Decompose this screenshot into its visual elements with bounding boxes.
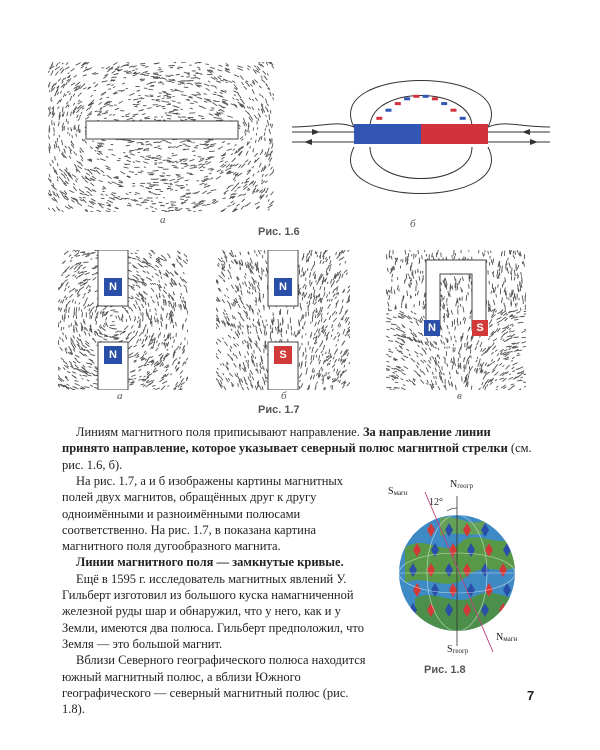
figure-1-7c-right-pole: S	[476, 322, 484, 334]
paragraph-5: Вблизи Северного географического полюса находится южный магнитный полюс, а вблизи Южного географического — северный магнитный полюс (рис. 1.8).	[62, 653, 366, 717]
figure-1-7b-letter: б	[281, 390, 287, 402]
compass-needle	[432, 97, 438, 100]
label-angle: 12°	[429, 497, 443, 508]
paragraph-2: На рис. 1.7, а и б изображены картины магнитных полей двух магнитов, обращённых друг к другу одноимёнными и разноимёнными полюсами соответственно. На рис. 1.7, в показана картина магнитного поля дугообразного магнита.	[62, 474, 344, 554]
compass-needle	[460, 117, 466, 120]
bar-magnet-filings-illustration	[48, 62, 274, 212]
figure-1-7-caption: Рис. 1.7	[258, 404, 300, 416]
figure-1-7b-top-pole: N	[279, 281, 287, 293]
paragraph-1-bold: За направление линии принято направление, которое указывает северный полюс магнитной стрелки	[62, 425, 508, 456]
figure-1-7c-left-pole: N	[428, 322, 436, 334]
compass-needle	[423, 95, 429, 98]
compass-needle	[413, 95, 419, 98]
compass-needle	[386, 109, 392, 112]
figure-1-7b-image	[216, 250, 350, 390]
figure-1-7a-top-pole: N	[109, 281, 117, 293]
figure-1-6b-letter: б	[410, 218, 416, 230]
label-s-geogr: $S_{геогр}$	[447, 644, 469, 655]
paragraph-1	[62, 424, 540, 473]
left-column-text	[62, 473, 372, 717]
compass-needle	[441, 102, 447, 105]
paragraph-3-bold: Линии магнитного поля — замкнутые кривые.	[76, 555, 344, 570]
label-s-magn: $S_{магн}$	[388, 486, 408, 497]
figure-1-7a-letter: а	[117, 390, 123, 402]
paragraph-1-tail: (см. рис. 1.6, б).	[62, 441, 532, 472]
label-n-geogr: $N_{геогр}$	[450, 479, 473, 490]
paragraph-4: Ещё в 1595 г. исследователь магнитных явлений У. Гильберт изготовил из большого куска намагниченной железной руды шар и обнаружил, что у него, как и у Земли, имеются два полюса. Гильберт предположил, что Земля — это большой магнит.	[62, 571, 364, 651]
figure-1-7a-bottom-pole: N	[109, 349, 117, 361]
magnet-south-half	[421, 124, 488, 144]
page-number: 7	[527, 688, 535, 703]
label-n-magn: $N_{магн}$	[496, 632, 518, 643]
bar-magnet-field-lines	[292, 60, 550, 220]
paragraph-1-normal: Линиям магнитного поля приписывают направление.	[76, 425, 363, 439]
magnet-north-half	[354, 124, 421, 144]
figure-1-6-caption: Рис. 1.6	[258, 226, 300, 238]
figure-1-8-caption: Рис. 1.8	[424, 664, 466, 676]
figure-1-6a-letter: а	[160, 214, 166, 226]
compass-needle	[376, 117, 382, 120]
figure-1-8-globe	[385, 478, 535, 658]
figure-1-7b-bottom-pole: S	[279, 349, 287, 361]
figure-1-6a-image	[48, 62, 274, 212]
figure-1-7a-image	[58, 250, 188, 390]
figure-1-6b-diagram	[292, 60, 550, 220]
compass-needle	[395, 102, 401, 105]
figure-1-7c-image	[386, 250, 526, 390]
compass-needle	[404, 97, 410, 100]
figure-1-7c-letter: в	[457, 390, 462, 402]
compass-needle	[451, 109, 457, 112]
